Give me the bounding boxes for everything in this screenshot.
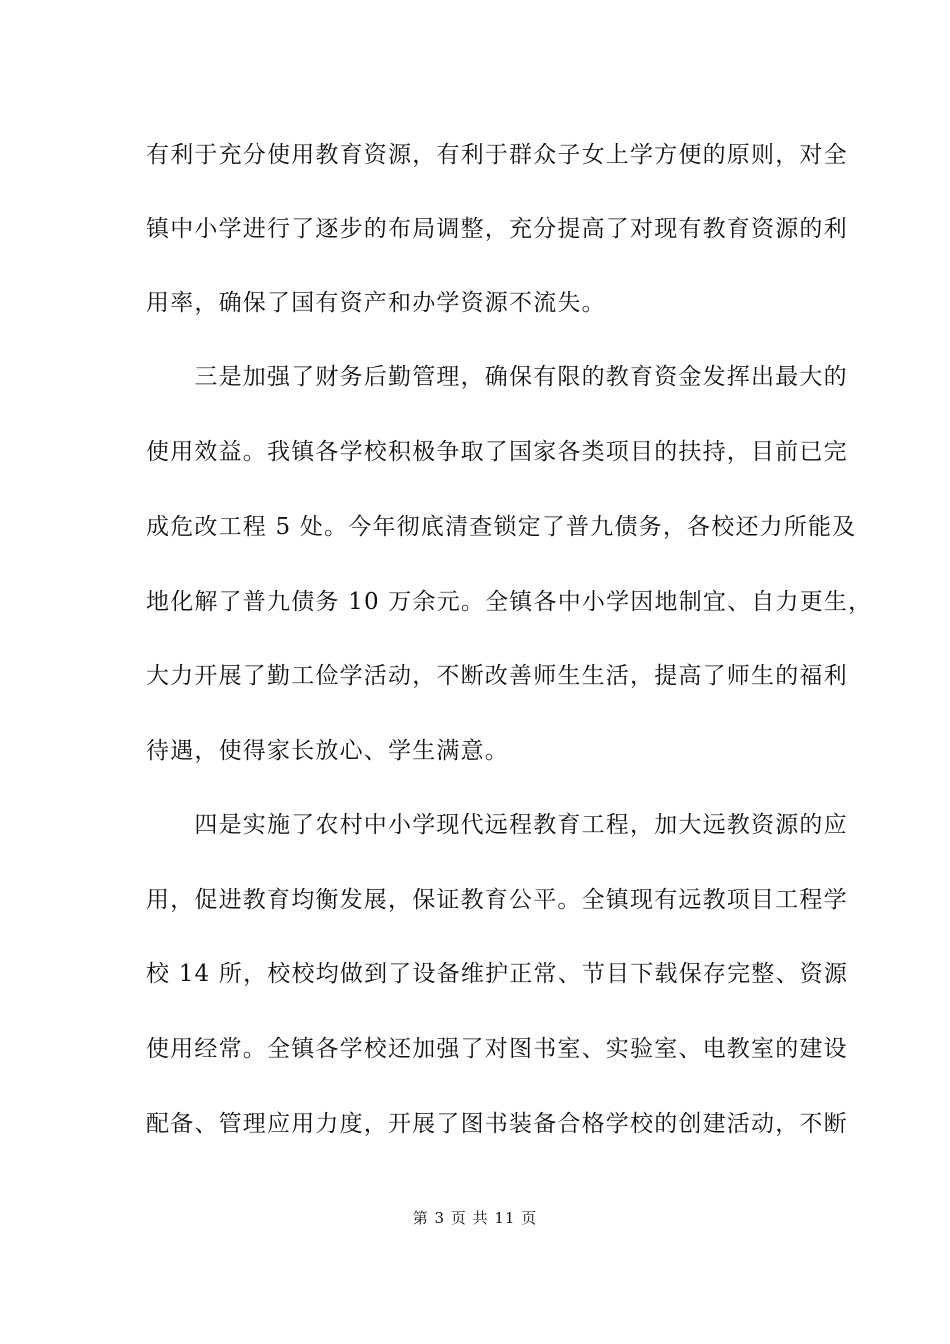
text-line: 有利于充分使用教育资源，有利于群众子女上学方便的原则，对全 bbox=[146, 142, 848, 168]
text-line: 校 14 所，校校均做到了设备维护正常、节目下载保存完整、资源 bbox=[146, 961, 849, 987]
text-line: 四是实施了农村中小学现代远程教育工程，加大远教资源的应 bbox=[146, 812, 848, 838]
text-line: 地化解了普九债务 10 万余元。全镇各中小学因地制宜、自力更生， bbox=[146, 589, 873, 615]
page-number-footer: 第 3 页 共 11 页 bbox=[412, 1209, 538, 1227]
text-line: 使用经常。全镇各学校还加强了对图书室、实验室、电教室的建设 bbox=[146, 1036, 848, 1062]
text-line: 镇中小学进行了逐步的布局调整，充分提高了对现有教育资源的利 bbox=[146, 216, 848, 242]
text-line: 三是加强了财务后勤管理，确保有限的教育资金发挥出最大的 bbox=[146, 364, 848, 390]
text-line: 用，促进教育均衡发展，保证教育公平。全镇现有远教项目工程学 bbox=[146, 887, 848, 913]
text-line: 待遇，使得家长放心、学生满意。 bbox=[146, 738, 509, 764]
text-line: 使用效益。我镇各学校积极争取了国家各类项目的扶持，目前已完 bbox=[146, 439, 848, 465]
text-line: 大力开展了勤工俭学活动，不断改善师生生活，提高了师生的福利 bbox=[146, 663, 848, 689]
text-line: 配备、管理应用力度，开展了图书装备合格学校的创建活动，不断 bbox=[146, 1111, 848, 1137]
text-line: 用率，确保了国有资产和办学资源不流失。 bbox=[146, 290, 606, 316]
text-line: 成危改工程 5 处。今年彻底清查锁定了普九债务，各校还力所能及 bbox=[146, 514, 857, 540]
